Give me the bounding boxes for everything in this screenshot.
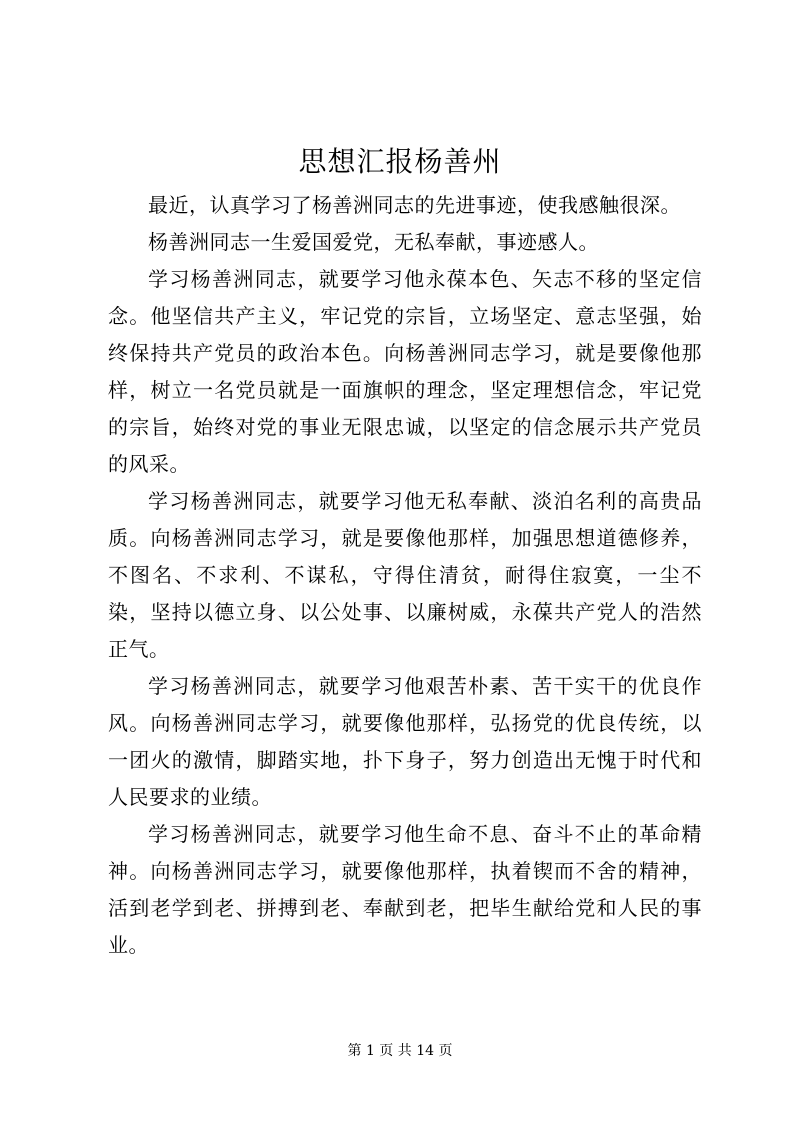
document-title: 思想汇报杨善州 [298,145,502,178]
paragraph-1: 最近，认真学习了杨善洲同志的先进事迹，使我感触很深。 [148,193,681,217]
paragraph-5: 学习杨善洲同志，就要学习他艰苦朴素、苦干实干的优良作风。向杨善洲同志学习，就要像他那样，弘扬党的优良传统，以一团火的激情，脚踏实地，扑下身子，努力创造出无愧于时代和人民要求的业绩。 [108,674,702,809]
paragraph-4: 学习杨善洲同志，就要学习他无私奉献、淡泊名利的高贵品质。向杨善洲同志学习，就是要像他那样，加强思想道德修养，不图名、不求利、不谋私，守得住清贫，耐得住寂寞，一尘不染，坚持以德立身、以公处事、以廉树威，永葆共产党人的浩然正气。 [108,489,702,661]
page-number-footer: 第 1 页 共 14 页 [347,1043,453,1059]
document-body [108,187,702,964]
paragraph-3: 学习杨善洲同志，就要学习他永葆本色、矢志不移的坚定信念。他坚信共产主义，牢记党的宗旨，立场坚定、意志坚强，始终保持共产党员的政治本色。向杨善洲同志学习，就是要像他那样，树立一名党员就是一面旗帜的理念，坚定理想信念，牢记党的宗旨，始终对党的事业无限忠诚，以坚定的信念展示共产党员的风采。 [108,267,702,476]
paragraph-2: 杨善洲同志一生爱国爱党，无私奉献，事迹感人。 [148,230,599,254]
paragraph-6: 学习杨善洲同志，就要学习他生命不息、奋斗不止的革命精神。向杨善洲同志学习，就要像他那样，执着锲而不舍的精神，活到老学到老、拼搏到老、奉献到老，把毕生献给党和人民的事业。 [108,822,702,957]
